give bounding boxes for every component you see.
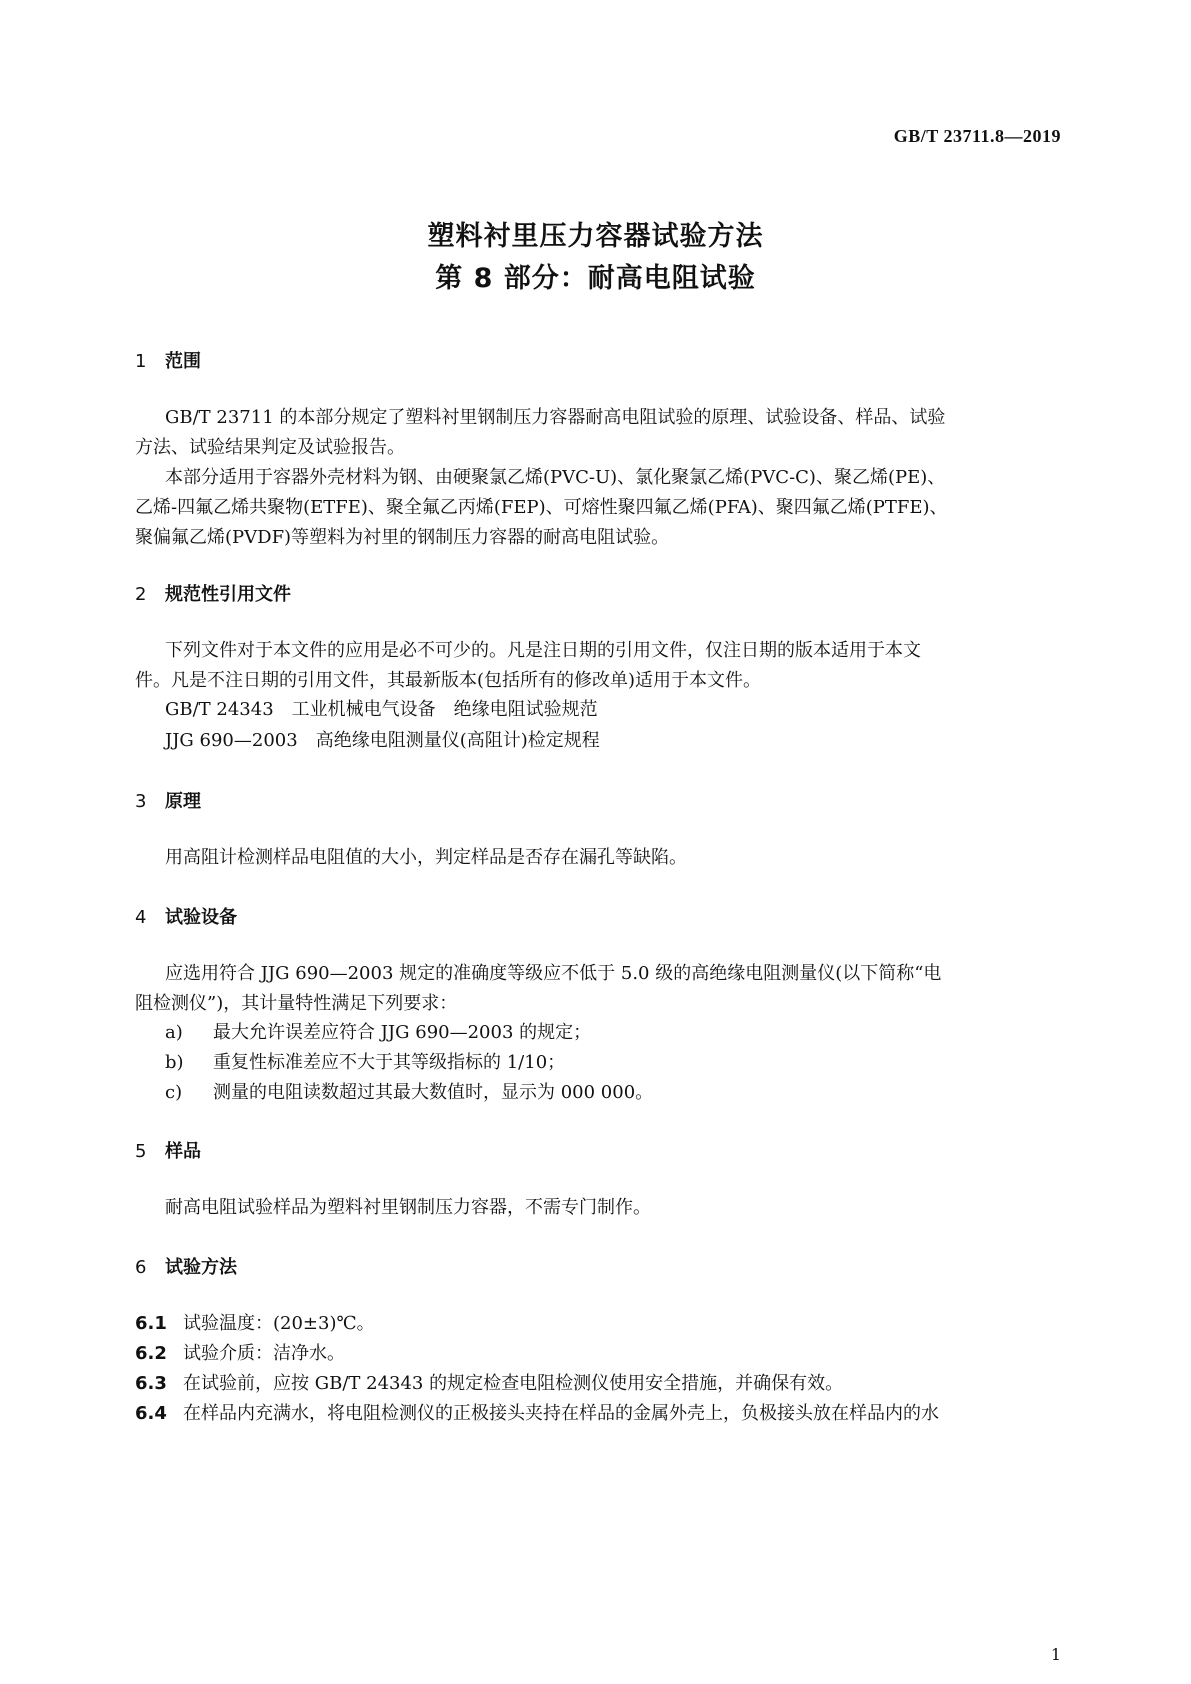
section-number: 4 [135,907,147,928]
section-title: 试验设备 [165,907,237,928]
clause-6-2 [135,1339,345,1365]
list-item-text: 测量的电阻读数超过其最大数值时，显示为 000 000。 [213,1082,654,1103]
section-number: 3 [135,791,147,812]
s1-para1-line2: 方法、试验结果判定及试验报告。 [135,437,405,458]
section-5-heading [135,1137,201,1163]
section-1-heading [135,347,201,373]
clause-text: 试验温度：(20±3)℃。 [183,1313,375,1334]
document-title: 塑料衬里压力容器试验方法 [427,221,764,252]
section-title: 原理 [165,791,201,812]
document-subtitle: 第 8 部分：耐高电阻试验 [435,263,756,294]
s1-para1-line1: GB/T 23711 的本部分规定了塑料衬里钢制压力容器耐高电阻试验的原理、试验设备、样品、试验 [165,407,946,428]
list-item-text: 重复性标准差应不大于其等级指标的 1/10； [213,1052,566,1073]
section-6-heading [135,1253,237,1279]
clause-6-3 [135,1369,843,1395]
s4-para1-line2: 阻检测仪”)，其计量特性满足下列要求： [135,993,458,1014]
standard-code: GB/T 23711.8—2019 [893,126,1061,146]
clause-number: 6.3 [135,1373,167,1394]
section-4-heading [135,903,237,929]
s2-para1-line2: 件。凡是不注日期的引用文件，其最新版本(包括所有的修改单)适用于本文件。 [135,670,762,691]
section-number: 5 [135,1141,147,1162]
section-title: 规范性引用文件 [165,584,291,605]
section-3-heading [135,787,201,813]
section-2-heading [135,580,291,606]
normative-reference-1: GB/T 24343 工业机械电气设备 绝缘电阻试验规范 [165,699,598,720]
clause-6-4 [135,1399,939,1425]
section-title: 试验方法 [165,1257,237,1278]
s4-para1-line1: 应选用符合 JJG 690—2003 规定的准确度等级应不低于 5.0 级的高绝缘电阻测量仪(以下简称“电 [165,963,942,984]
section-number: 6 [135,1257,147,1278]
clause-number: 6.2 [135,1343,167,1364]
list-marker: a) [165,1022,183,1043]
list-item [165,1078,653,1104]
s1-para2-line1: 本部分适用于容器外壳材料为钢、由硬聚氯乙烯(PVC-U)、氯化聚氯乙烯(PVC-C)、聚乙烯(PE)、 [165,467,946,488]
section-number: 1 [135,351,147,372]
section-title: 范围 [165,351,201,372]
clause-text: 在试验前，应按 GB/T 24343 的规定检查电阻检测仪使用安全措施，并确保有效。 [183,1373,844,1394]
section-title: 样品 [165,1141,201,1162]
list-item-text: 最大允许误差应符合 JJG 690—2003 的规定； [213,1022,592,1043]
s3-para1: 用高阻计检测样品电阻值的大小，判定样品是否存在漏孔等缺陷。 [165,847,687,868]
page-number: 1 [1050,1645,1061,1664]
clause-number: 6.4 [135,1403,167,1424]
clause-number: 6.1 [135,1313,167,1334]
section-number: 2 [135,584,147,605]
s1-para2-line2: 乙烯-四氟乙烯共聚物(ETFE)、聚全氟乙丙烯(FEP)、可熔性聚四氟乙烯(PFA)、聚四氟乙烯(PTFE)、 [135,497,948,518]
list-marker: c) [165,1082,183,1103]
clause-text: 试验介质：洁净水。 [183,1343,345,1364]
s5-para1: 耐高电阻试验样品为塑料衬里钢制压力容器，不需专门制作。 [165,1197,651,1218]
clause-6-1 [135,1309,375,1335]
list-marker: b) [165,1052,184,1073]
list-item [165,1048,565,1074]
s1-para2-line3: 聚偏氟乙烯(PVDF)等塑料为衬里的钢制压力容器的耐高电阻试验。 [135,527,670,548]
s2-para1-line1: 下列文件对于本文件的应用是必不可少的。凡是注日期的引用文件，仅注日期的版本适用于本文 [165,640,921,661]
normative-reference-2: JJG 690—2003 高绝缘电阻测量仪(高阻计)检定规程 [165,730,600,751]
clause-text: 在样品内充满水，将电阻检测仪的正极接头夹持在样品的金属外壳上，负极接头放在样品内的水 [183,1403,939,1424]
list-item [165,1018,591,1044]
